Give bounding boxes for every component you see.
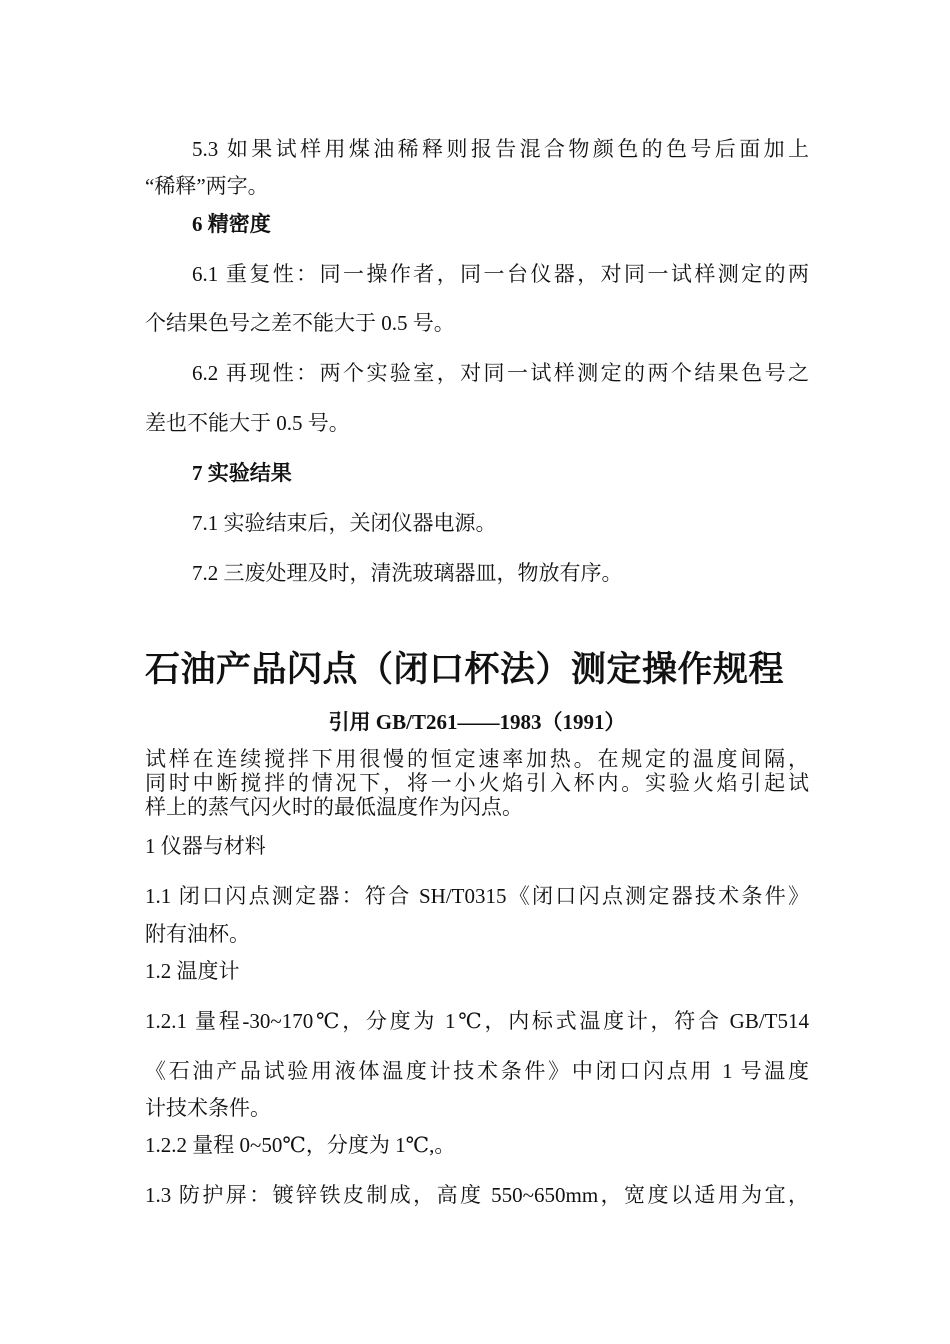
paragraph-1-2-1-line-1: 1.2.1 量程-30~170℃，分度为 1℃，内标式温度计，符合 GB/T514 bbox=[145, 1009, 809, 1033]
paragraph-6-2-line-1: 6.2 再现性：两个实验室，对同一试样测定的两个结果色号之 bbox=[192, 361, 809, 385]
paragraph-1-2: 1.2 温度计 bbox=[145, 959, 240, 983]
paragraph-5-3-line-2: “稀释”两字。 bbox=[145, 174, 269, 198]
paragraph-5-3-line-1: 5.3 如果试样用煤油稀释则报告混合物颜色的色号后面加上 bbox=[192, 137, 809, 161]
heading-6: 6 精密度 bbox=[192, 212, 271, 236]
paragraph-7-2: 7.2 三废处理及时，清洗玻璃器皿，物放有序。 bbox=[192, 561, 623, 585]
paragraph-7-1: 7.1 实验结束后，关闭仪器电源。 bbox=[192, 511, 497, 535]
paragraph-1-2-1-line-2: 《石油产品试验用液体温度计技术条件》中闭口闪点用 1 号温度 bbox=[145, 1059, 809, 1083]
intro-line-1: 试样在连续搅拌下用很慢的恒定速率加热。在规定的温度间隔， bbox=[145, 748, 809, 771]
paragraph-1-2-1-line-3: 计技术条件。 bbox=[145, 1096, 271, 1120]
paragraph-6-2-line-2: 差也不能大于 0.5 号。 bbox=[145, 411, 350, 435]
document-title: 石油产品闪点（闭口杯法）测定操作规程 bbox=[145, 650, 785, 689]
document-subtitle: 引用 GB/T261——1983（1991） bbox=[328, 710, 626, 734]
paragraph-1-2-2: 1.2.2 量程 0~50℃，分度为 1℃,。 bbox=[145, 1133, 456, 1157]
intro-line-3: 样上的蒸气闪火时的最低温度作为闪点。 bbox=[145, 796, 523, 819]
paragraph-6-1-line-1: 6.1 重复性：同一操作者，同一台仪器，对同一试样测定的两 bbox=[192, 262, 809, 286]
heading-7: 7 实验结果 bbox=[192, 461, 292, 485]
paragraph-1-3: 1.3 防护屏：镀锌铁皮制成，高度 550~650mm，宽度以适用为宜， bbox=[145, 1183, 809, 1207]
intro-line-2: 同时中断搅拌的情况下，将一小火焰引入杯内。实验火焰引起试 bbox=[145, 772, 809, 795]
paragraph-6-1-line-2: 个结果色号之差不能大于 0.5 号。 bbox=[145, 311, 455, 335]
paragraph-1-1-line-2: 附有油杯。 bbox=[145, 922, 250, 946]
paragraph-1-1-line-1: 1.1 闭口闪点测定器：符合 SH/T0315《闭口闪点测定器技术条件》 bbox=[145, 884, 809, 908]
section-1-heading: 1 仪器与材料 bbox=[145, 834, 266, 858]
